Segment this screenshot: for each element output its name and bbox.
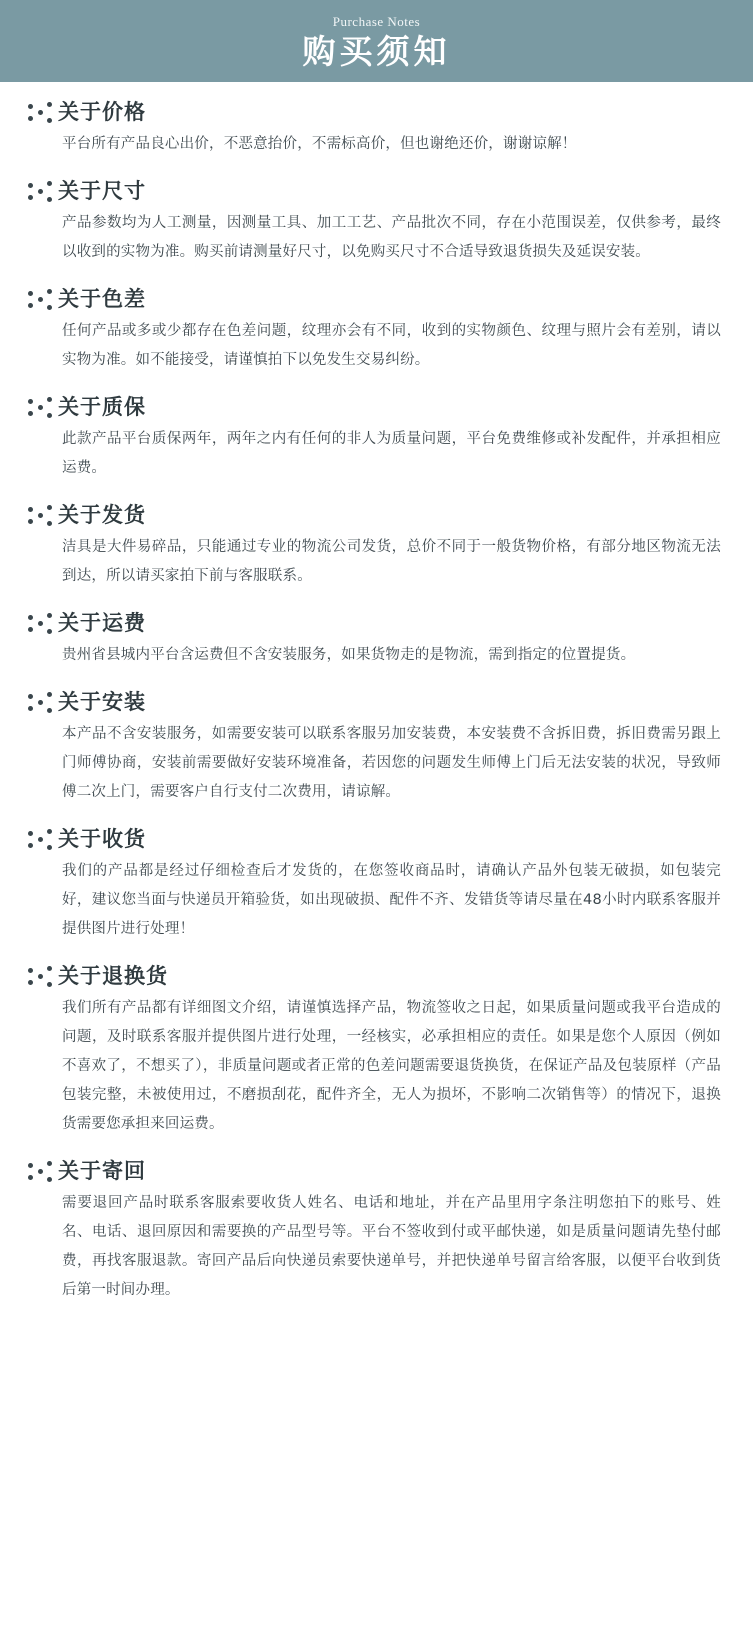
section-body: 产品参数均为人工测量，因测量工具、加工工艺、产品批次不同，存在小范围误差，仅供参考，最终以收到的实物为准。购买前请测量好尺寸，以免购买尺寸不合适导致退货损失及延误安装。: [62, 215, 721, 260]
note-section-receiving: [26, 827, 727, 944]
section-heading: [26, 287, 727, 313]
section-title: 关于色差: [58, 287, 146, 312]
section-title: 关于退换货: [58, 964, 168, 989]
five-dots-icon: [26, 827, 54, 853]
page-header-banner: [0, 0, 753, 82]
section-heading: [26, 690, 727, 716]
five-dots-icon: [26, 395, 54, 421]
section-heading: [26, 503, 727, 529]
header-subtitle: Purchase Notes: [332, 13, 421, 29]
section-body: 我们所有产品都有详细图文介绍，请谨慎选择产品，物流签收之日起，如果质量问题或我平台造成的问题，及时联系客服并提供图片进行处理，一经核实，必承担相应的责任。如果是您个人原因（例如不喜欢了，不想买了），非质量问题或者正常的色差问题需要退货换货，在保证产品及包装原样（产品包装完整，未被使用过，不磨损刮花，配件齐全，无人为损坏，不影响二次销售等）的情况下，退换货需要您承担来回运费。: [62, 1000, 721, 1132]
section-heading: [26, 827, 727, 853]
note-section-warranty: [26, 395, 727, 483]
section-title: 关于尺寸: [58, 179, 146, 204]
section-title: 关于安装: [58, 690, 146, 715]
five-dots-icon: [26, 179, 54, 205]
five-dots-icon: [26, 690, 54, 716]
five-dots-icon: [26, 1159, 54, 1185]
note-section-color-difference: [26, 287, 727, 375]
section-body: 任何产品或多或少都存在色差问题，纹理亦会有不同，收到的实物颜色、纹理与照片会有差别，请以实物为准。如不能接受，请谨慎拍下以免发生交易纠纷。: [62, 323, 721, 368]
note-section-send-back: [26, 1159, 727, 1305]
section-title: 关于收货: [58, 827, 146, 852]
section-title: 关于运费: [58, 611, 146, 636]
section-heading: [26, 179, 727, 205]
note-section-shipping: [26, 503, 727, 591]
section-heading: [26, 1159, 727, 1185]
section-heading: [26, 964, 727, 990]
section-title: 关于质保: [58, 395, 146, 420]
section-body: 洁具是大件易碎品，只能通过专业的物流公司发货，总价不同于一般货物价格，有部分地区物流无法到达，所以请买家拍下前与客服联系。: [62, 539, 721, 584]
section-body: 需要退回产品时联系客服索要收货人姓名、电话和地址，并在产品里用字条注明您拍下的账号、姓名、电话、退回原因和需要换的产品型号等。平台不签收到付或平邮快递，如是质量问题请先垫付邮费，再找客服退款。寄回产品后向快递员索要快递单号，并把快递单号留言给客服，以便平台收到货后第一时间办理。: [62, 1195, 721, 1298]
section-body: 平台所有产品良心出价，不恶意抬价，不需标高价，但也谢绝还价，谢谢谅解！: [62, 136, 577, 152]
note-section-returns-exchanges: [26, 964, 727, 1139]
note-section-installation: [26, 690, 727, 807]
note-section-price: [26, 100, 727, 159]
section-body: 此款产品平台质保两年，两年之内有任何的非人为质量问题，平台免费维修或补发配件，并承担相应运费。: [62, 431, 721, 476]
notes-content: [0, 82, 753, 1359]
section-heading: [26, 611, 727, 637]
five-dots-icon: [26, 611, 54, 637]
five-dots-icon: [26, 964, 54, 990]
five-dots-icon: [26, 287, 54, 313]
five-dots-icon: [26, 503, 54, 529]
five-dots-icon: [26, 100, 54, 126]
section-body: 贵州省县城内平台含运费但不含安装服务，如果货物走的是物流，需到指定的位置提货。: [62, 647, 636, 663]
section-body: 我们的产品都是经过仔细检查后才发货的，在您签收商品时，请确认产品外包装无破损，如包装完好，建议您当面与快递员开箱验货，如出现破损、配件不齐、发错货等请尽量在48小时内联系客服并提供图片进行处理！: [62, 863, 721, 937]
section-title: 关于价格: [58, 100, 146, 125]
section-body: 本产品不含安装服务，如需要安装可以联系客服另加安装费，本安装费不含拆旧费，拆旧费需另跟上门师傅协商，安装前需要做好安装环境准备，若因您的问题发生师傅上门后无法安装的状况，导致师傅二次上门，需要客户自行支付二次费用，请谅解。: [62, 726, 721, 800]
note-section-size: [26, 179, 727, 267]
note-section-freight: [26, 611, 727, 670]
section-heading: [26, 395, 727, 421]
section-title: 关于寄回: [58, 1159, 146, 1184]
page-title: 购买须知: [302, 31, 451, 71]
section-heading: [26, 100, 727, 126]
section-title: 关于发货: [58, 503, 146, 528]
